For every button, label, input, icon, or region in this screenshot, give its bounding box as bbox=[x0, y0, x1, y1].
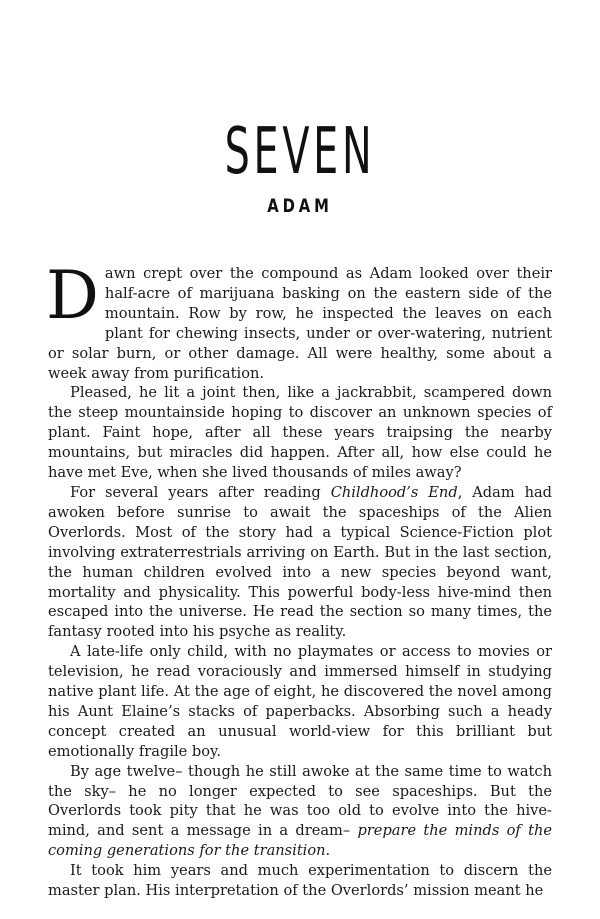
paragraph-text: awn crept over the compound as Adam looked over their half-acre of marijuana basking on the eastern side of the mountain. Row by row, he inspected the leaves on each plant for chewing insects, under or over-watering, nutrient or solar burn, or other damage. All were healthy, some about a week away from purification. bbox=[48, 265, 552, 382]
paragraph bbox=[48, 762, 552, 862]
drop-cap: D bbox=[46, 257, 99, 334]
paragraph-text: , Adam had awoken before sunrise to await the spaceships of the Alien Overlords. Most of the story had a typical Science-Fiction plot involving extraterrestrials arriving on Earth. But in the last section, the human children evolved into a new species beyond want, mortality and physicality. This powerful body-less hive-mind then escaped into the universe. He read the section so many times, the fantasy rooted into his psyche as reality. bbox=[48, 483, 553, 641]
dream-message: prepare the minds of the coming generations for the transition bbox=[48, 822, 552, 860]
chapter-body bbox=[46, 257, 553, 901]
chapter-number: SEVEN bbox=[224, 115, 376, 189]
paragraph bbox=[48, 483, 552, 642]
chapter-title: ADAM bbox=[267, 195, 333, 217]
paragraph-text: By age twelve– though he still awoke at the same time to watch the sky– he no longer expected to see spaceships. But the Overlords took pity that he was too old to evolve into the hive-mind, and sent a message in a dream– bbox=[48, 762, 552, 840]
paragraph bbox=[46, 257, 552, 383]
paragraph-text: . bbox=[325, 842, 331, 860]
paragraph: A late-life only child, with no playmates or access to movies or television, he read voraciously and immersed himself in studying native plant life. At the age of eight, he discovered the novel among his Aunt Elaine’s stacks of paperbacks. Absorbing such a heady concept created an unusual world-view for this brilliant but emotionally fragile boy. bbox=[48, 643, 552, 760]
paragraph: Pleased, he lit a joint then, like a jackrabbit, scampered down the steep mountainside hoping to discover an unknown species of plant. Faint hope, after all these years traipsing the nearby mountains, but miracles did happen. After all, how else could he have met Eve, when she lived thousands of miles away? bbox=[48, 384, 552, 482]
paragraph: It took him years and much experimentation to discern the master plan. His interpretation of the Overlords’ mission meant he bbox=[48, 862, 552, 900]
book-title: Childhood’s End bbox=[330, 483, 458, 501]
chapter-heading bbox=[0, 115, 600, 218]
paragraph-text: For several years after reading bbox=[70, 483, 331, 501]
